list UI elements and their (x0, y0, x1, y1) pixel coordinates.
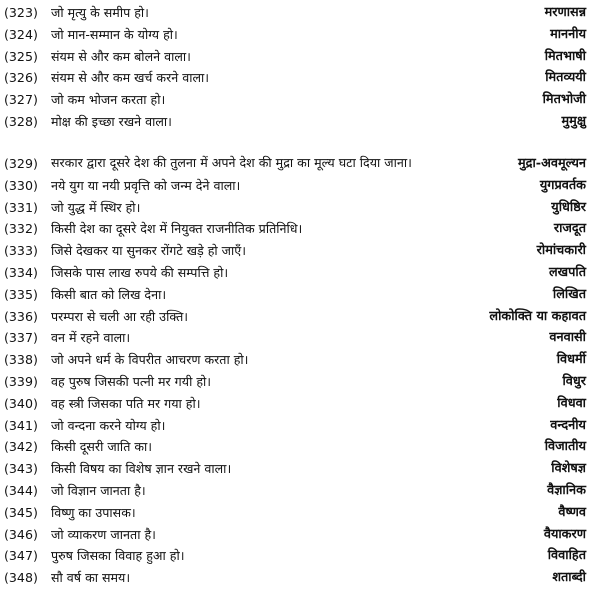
entry-word: विजातीय (544, 439, 586, 455)
entry-definition: जो युद्ध में स्थिर हो। (51, 199, 141, 215)
list-item (4, 175, 586, 197)
entry-number: (326) (4, 70, 38, 86)
entry-definition: संयम से और कम बोलने वाला। (51, 48, 191, 64)
entry-number: (345) (4, 504, 38, 520)
entry-definition: किसी विषय का विशेष ज्ञान रखने वाला। (51, 461, 232, 477)
entry-word: वैयाकरण (543, 526, 586, 542)
entry-number: (336) (4, 308, 38, 324)
list-item (4, 284, 586, 306)
entry-number: (335) (4, 286, 38, 302)
entry-number: (327) (4, 92, 38, 108)
entry-number: (332) (4, 221, 38, 237)
entry-number: (340) (4, 395, 38, 411)
entry-definition: जिसके पास लाख रुपये की सम्पत्ति हो। (51, 264, 229, 280)
entry-word: रोमांचकारी (536, 243, 586, 259)
list-item (4, 89, 586, 111)
entry-number: (330) (4, 177, 38, 193)
entry-definition: पुरुष जिसका विवाह हुआ हो। (51, 548, 185, 564)
list-item (4, 502, 586, 524)
list-item (4, 306, 586, 328)
entry-word: विधर्मी (556, 352, 586, 368)
list-item (4, 524, 586, 546)
entry-definition: परम्परा से चली आ रही उक्ति। (51, 308, 189, 324)
list-item (4, 111, 586, 133)
entry-number: (347) (4, 548, 38, 564)
entry-definition: जो मृत्यु के समीप हो। (51, 5, 149, 20)
list-item (4, 327, 586, 349)
entry-definition: मोक्ष की इच्छा रखने वाला। (51, 113, 172, 129)
entry-number: (338) (4, 352, 38, 368)
entry-number: (344) (4, 482, 38, 498)
entry-definition: विष्णु का उपासक। (51, 504, 136, 520)
entry-definition: किसी देश का दूसरे देश में नियुक्त राजनीतिक प्रतिनिधि। (51, 221, 303, 237)
entry-number: (324) (4, 26, 38, 42)
list-item (4, 133, 586, 175)
list-item (4, 218, 586, 240)
entry-definition: वह पुरुष जिसकी पत्नी मर गयी हो। (51, 373, 212, 389)
entry-definition: जो मान-सम्मान के योग्य हो। (51, 26, 178, 42)
entry-word: मितव्ययी (545, 70, 586, 86)
entry-word: वैष्णव (558, 504, 586, 520)
entry-word: विधवा (557, 395, 586, 411)
list-item (4, 2, 586, 24)
entry-number: (337) (4, 330, 38, 346)
entry-word: वनवासी (549, 330, 586, 346)
list-item (4, 240, 586, 262)
entry-definition: सरकार द्वारा दूसरे देश की तुलना में अपने देश की मुद्रा का मूल्य घटा दिया जाना। (51, 154, 412, 170)
entry-definition: किसी दूसरी जाति का। (51, 439, 153, 455)
list-item (4, 393, 586, 415)
entry-word: विवाहित (547, 548, 586, 564)
entry-word: मुमुक्षु (561, 113, 586, 129)
entry-number: (328) (4, 113, 38, 129)
entry-number: (323) (4, 5, 38, 20)
list-item (4, 46, 586, 68)
entry-definition: जो अपने धर्म के विपरीत आचरण करता हो। (51, 352, 249, 368)
list-item (4, 480, 586, 502)
entry-word: लोकोक्ति या कहावत (489, 308, 586, 324)
entry-word: लखपति (548, 264, 586, 280)
entry-definition: नये युग या नयी प्रवृत्ति को जन्म देने वाला। (51, 177, 241, 193)
list-item (4, 567, 586, 589)
entry-word: राजदूत (553, 221, 586, 237)
entry-definition: किसी बात को लिख देना। (51, 286, 167, 302)
entry-definition: सौ वर्ष का समय। (51, 570, 131, 586)
entry-word: माननीय (550, 26, 586, 42)
entry-number: (343) (4, 461, 38, 477)
entry-number: (331) (4, 199, 38, 215)
entry-word: मरणासन्न (544, 5, 586, 20)
entry-number: (339) (4, 373, 38, 389)
entry-word: युगप्रवर्तक (539, 177, 586, 193)
entry-word: मुद्रा-अवमूल्यन (518, 155, 586, 171)
entry-definition: जो कम भोजन करता हो। (51, 92, 166, 108)
entry-number: (342) (4, 439, 38, 455)
entry-definition: वन में रहने वाला। (51, 330, 131, 346)
entry-number: (334) (4, 264, 38, 280)
list-item (4, 415, 586, 437)
list-item (4, 371, 586, 393)
entry-number: (325) (4, 48, 38, 64)
entry-definition: जो वन्दना करने योग्य हो। (51, 417, 166, 433)
list-item (4, 67, 586, 89)
entry-number: (341) (4, 417, 38, 433)
entry-definition: संयम से और कम खर्च करने वाला। (51, 70, 210, 86)
list-item (4, 197, 586, 219)
entry-definition: जो विज्ञान जानता है। (51, 482, 146, 498)
entry-definition: जिसे देखकर या सुनकर रोंगटे खड़े हो जाएँ। (51, 243, 247, 259)
list-item (4, 458, 586, 480)
entry-word: वन्दनीय (550, 417, 586, 433)
list-item (4, 262, 586, 284)
entry-definition: जो व्याकरण जानता है। (51, 526, 156, 542)
entry-word: विशेषज्ञ (551, 461, 586, 477)
entry-word: मितभाषी (544, 48, 586, 64)
entry-word: वैज्ञानिक (547, 482, 586, 498)
entry-number: (348) (4, 570, 38, 586)
list-item (4, 349, 586, 371)
entry-word: शताब्दी (552, 570, 586, 586)
entry-word: लिखित (552, 286, 586, 302)
entry-word: युधिष्ठिर (551, 199, 586, 215)
list-item (4, 24, 586, 46)
entry-word: विधुर (562, 373, 586, 389)
entry-definition: वह स्त्री जिसका पति मर गया हो। (51, 395, 201, 411)
entry-word: मितभोजी (542, 92, 586, 108)
entry-number: (329) (4, 155, 38, 171)
entry-number: (346) (4, 526, 38, 542)
list-item (4, 436, 586, 458)
entry-number: (333) (4, 243, 38, 259)
